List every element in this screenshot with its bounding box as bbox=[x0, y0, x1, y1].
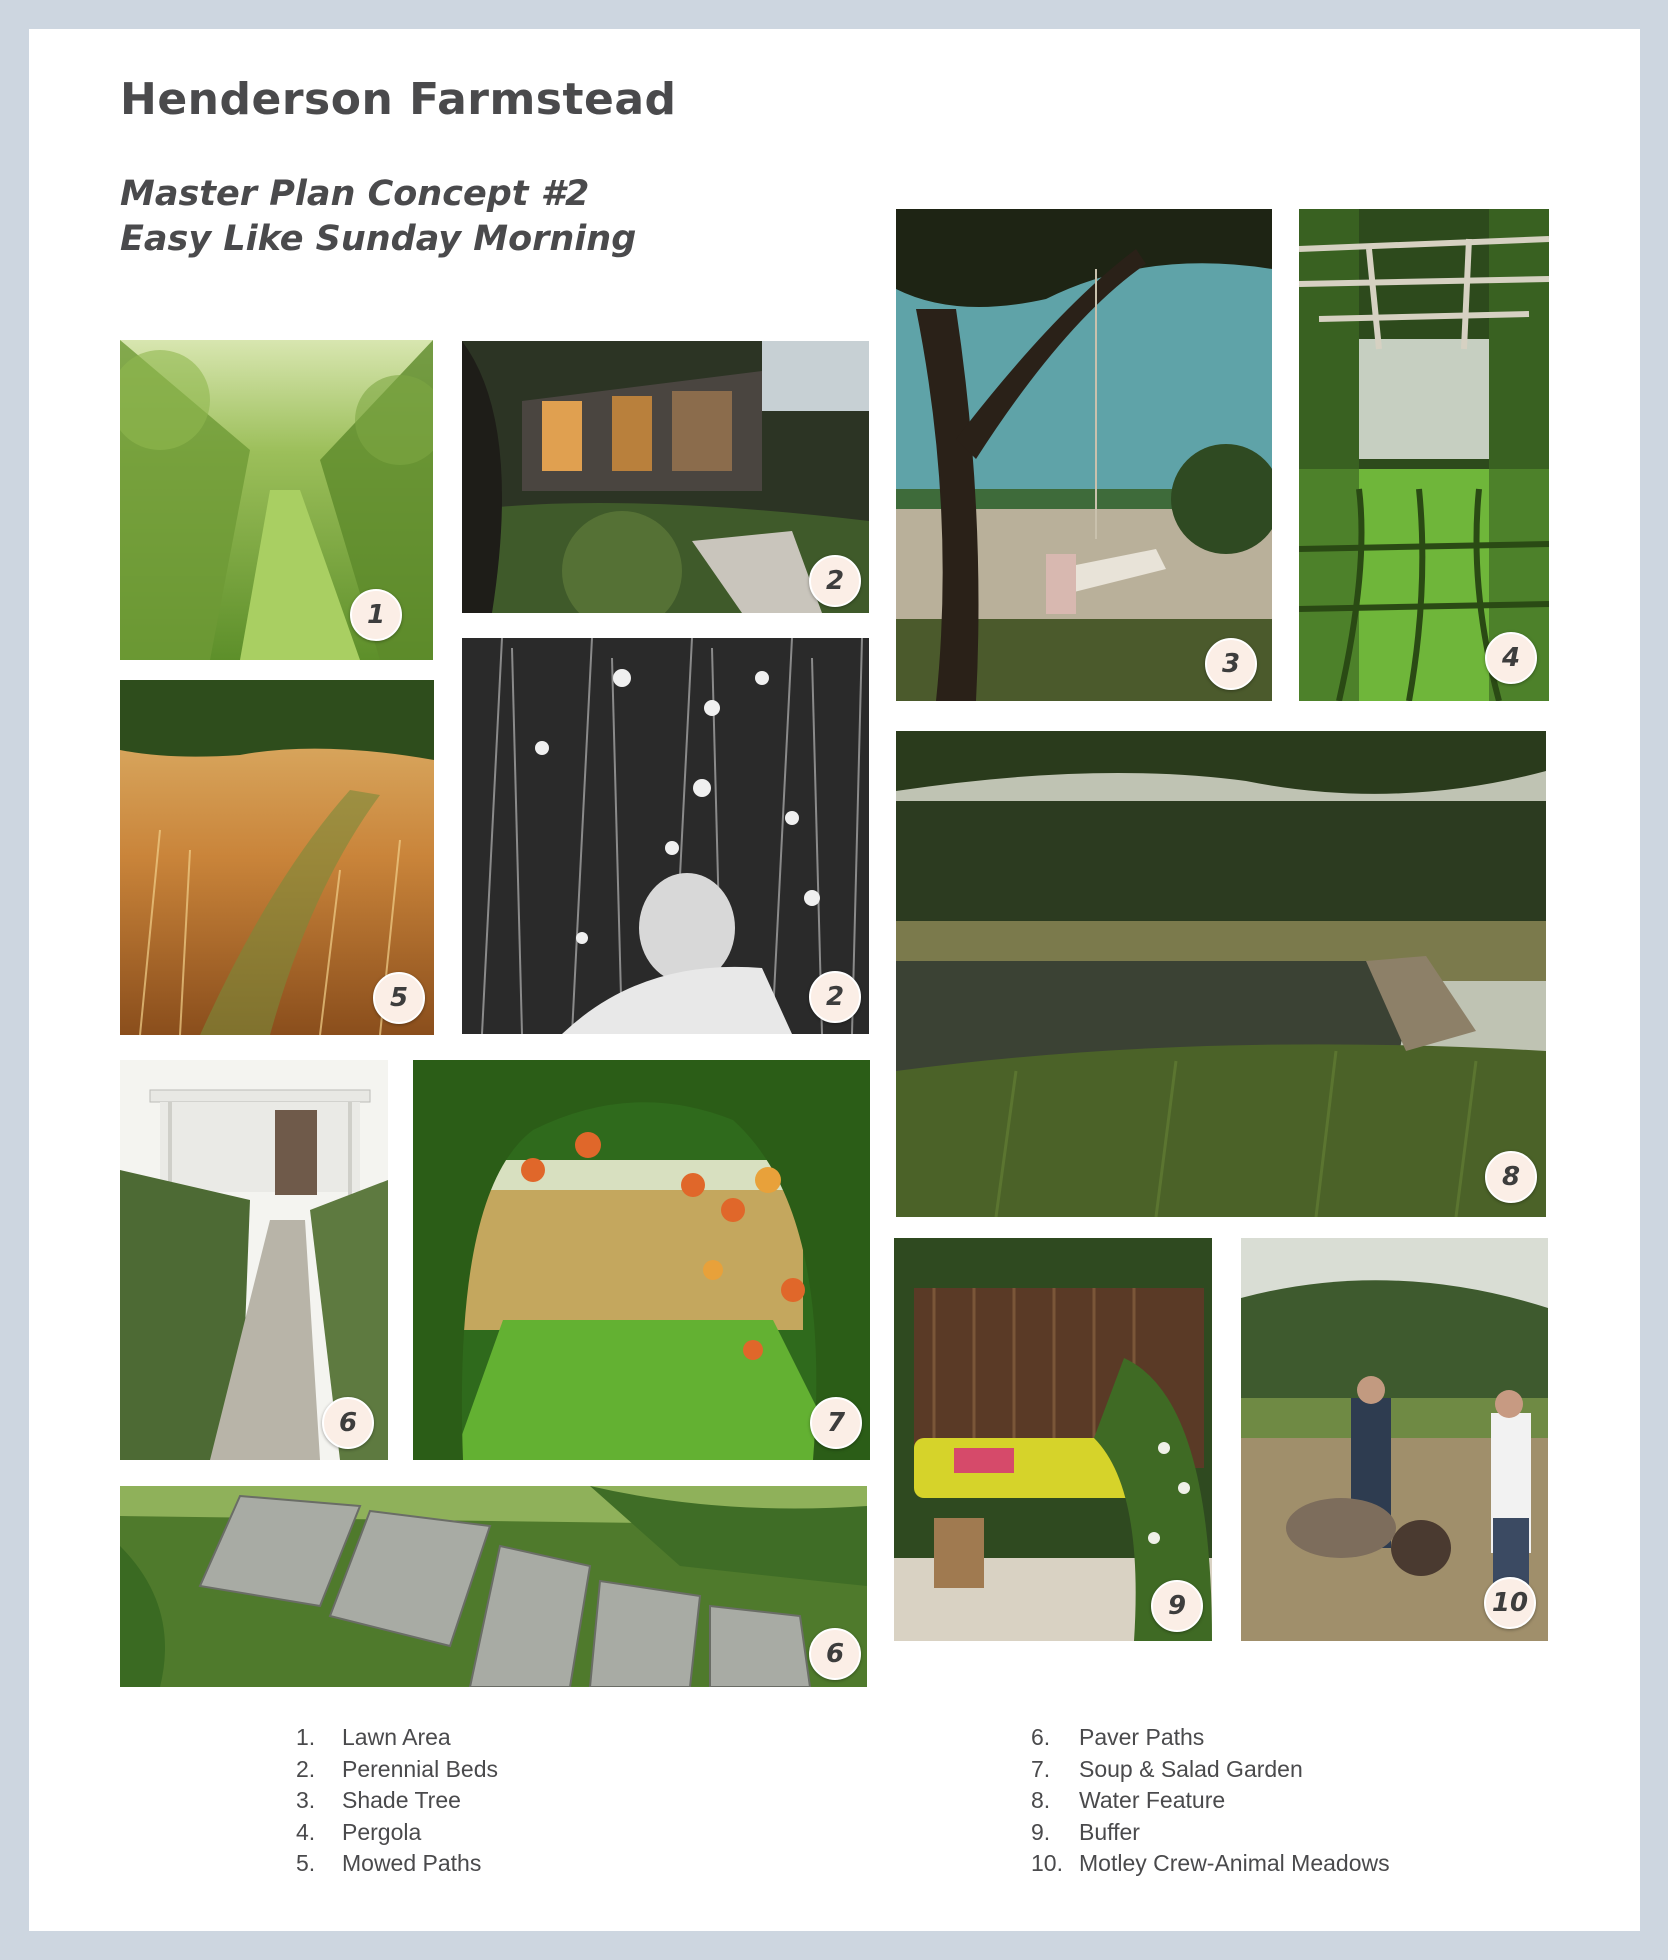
badge-6b: 6 bbox=[809, 1628, 861, 1680]
badge-2a: 2 bbox=[809, 555, 861, 607]
badge-5: 5 bbox=[373, 972, 425, 1024]
legend-label: Paver Paths bbox=[1079, 1724, 1205, 1750]
badge-7: 7 bbox=[810, 1397, 862, 1449]
badge-1: 1 bbox=[350, 589, 402, 641]
page-subtitle bbox=[120, 172, 636, 262]
photo-buffer bbox=[894, 1238, 1212, 1641]
badge-3: 3 bbox=[1205, 638, 1257, 690]
photo-shade-tree bbox=[896, 209, 1272, 701]
legend-number: 10. bbox=[1031, 1850, 1063, 1877]
badge-6a: 6 bbox=[322, 1397, 374, 1449]
legend-item bbox=[296, 1848, 498, 1880]
legend-number: 2. bbox=[296, 1755, 316, 1782]
legend-number: 3. bbox=[296, 1787, 316, 1814]
legend-item bbox=[1031, 1785, 1390, 1817]
legend-right bbox=[1031, 1722, 1390, 1880]
legend-number: 5. bbox=[296, 1850, 316, 1877]
legend-left bbox=[296, 1722, 498, 1880]
legend-number: 7. bbox=[1031, 1755, 1051, 1782]
legend-label: Pergola bbox=[342, 1818, 422, 1845]
photo-perennial-beds-house bbox=[462, 341, 869, 613]
legend-item bbox=[1031, 1722, 1390, 1754]
legend-item bbox=[296, 1785, 498, 1817]
legend-number: 6. bbox=[1031, 1724, 1051, 1750]
photo-perennial-beds-child bbox=[462, 638, 869, 1034]
badge-8: 8 bbox=[1485, 1151, 1537, 1203]
legend-label: Lawn Area bbox=[342, 1724, 451, 1750]
legend-label: Motley Crew-Animal Meadows bbox=[1079, 1850, 1390, 1877]
badge-2b: 2 bbox=[809, 971, 861, 1023]
badge-10: 10 bbox=[1484, 1577, 1536, 1629]
subtitle-line-1: Master Plan Concept #2 bbox=[120, 174, 590, 214]
legend-item bbox=[1031, 1754, 1390, 1786]
photo-paver-path-stones bbox=[120, 1486, 867, 1687]
photo-soup-salad-garden bbox=[413, 1060, 870, 1460]
legend-item bbox=[296, 1722, 498, 1754]
legend-number: 8. bbox=[1031, 1787, 1051, 1814]
legend-item bbox=[296, 1754, 498, 1786]
legend-item bbox=[1031, 1817, 1390, 1849]
photo-pergola bbox=[1299, 209, 1549, 701]
badge-4: 4 bbox=[1485, 632, 1537, 684]
legend-item bbox=[1031, 1848, 1390, 1880]
legend-label: Mowed Paths bbox=[342, 1850, 482, 1877]
legend-label: Perennial Beds bbox=[342, 1755, 498, 1782]
legend-number: 1. bbox=[296, 1724, 316, 1750]
badge-9: 9 bbox=[1151, 1580, 1203, 1632]
photo-water-feature bbox=[896, 731, 1546, 1217]
legend-label: Buffer bbox=[1079, 1818, 1140, 1845]
legend-label: Soup & Salad Garden bbox=[1079, 1755, 1303, 1782]
legend-number: 4. bbox=[296, 1818, 316, 1845]
subtitle-line-2: Easy Like Sunday Morning bbox=[120, 219, 637, 259]
legend-number: 9. bbox=[1031, 1818, 1051, 1845]
legend-label: Water Feature bbox=[1079, 1787, 1226, 1814]
legend-label: Shade Tree bbox=[342, 1787, 461, 1814]
page-title: Henderson Farmstead bbox=[120, 74, 677, 125]
legend-item bbox=[296, 1817, 498, 1849]
